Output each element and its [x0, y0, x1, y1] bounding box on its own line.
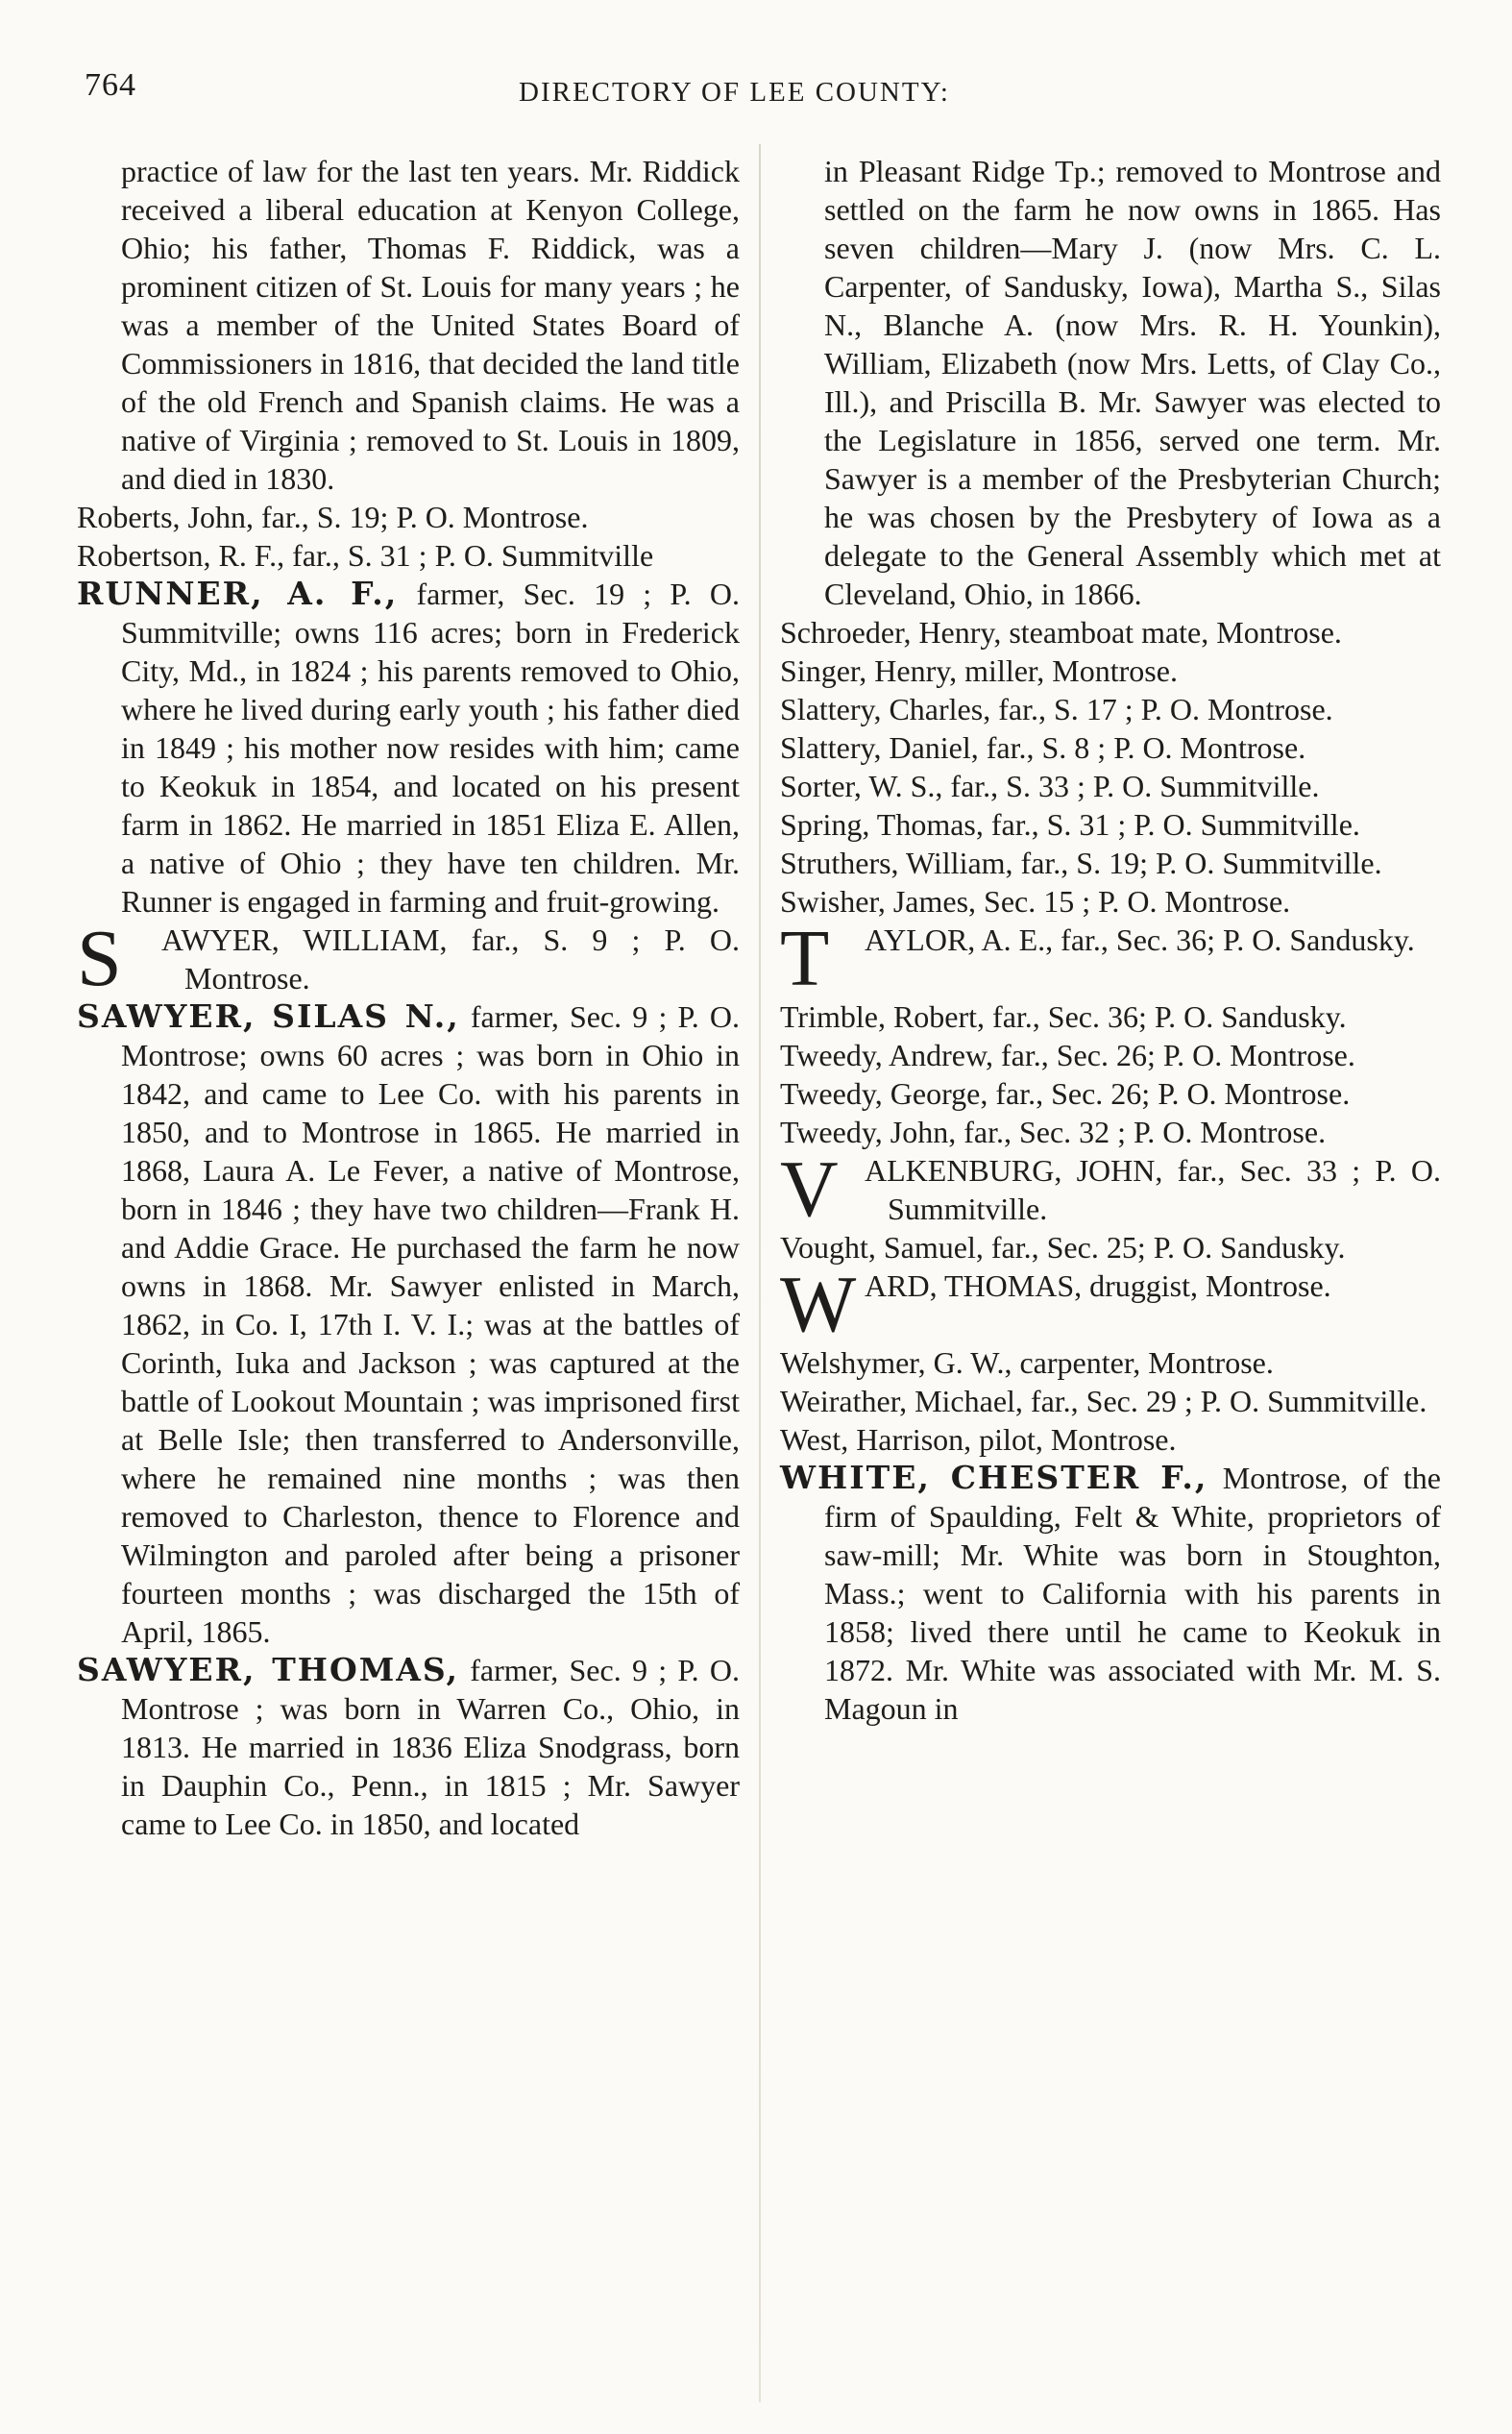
entry-singer: Singer, Henry, miller, Montrose.: [780, 653, 1178, 688]
entry-vought: Vought, Samuel, far., Sec. 25; P. O. Sandusky.: [780, 1230, 1346, 1265]
entry-tweedy-george: Tweedy, George, far., Sec. 26; P. O. Montrose.: [780, 1076, 1351, 1111]
entry-slattery-charles: Slattery, Charles, far., S. 17 ; P. O. Montrose.: [780, 692, 1333, 726]
right-column: [780, 152, 1441, 1728]
entry-valkenburg: [780, 1144, 1441, 1234]
entry-sawyer-william: [77, 914, 740, 1003]
entry-name-sawyer-thomas: SAWYER, THOMAS,: [77, 1651, 459, 1688]
entry-ward: [780, 1260, 1441, 1349]
entry-taylor: [780, 914, 1441, 1003]
entry-robertson: Robertson, R. F., far., S. 31 ; P. O. Summitville: [77, 538, 654, 573]
entry-text-sawyer-silas: farmer, Sec. 9 ; P. O. Montrose; owns 60 acres ; was born in Ohio in 1842, and came to Lee Co. with his parents in 1850, and to Montrose in 1865. He married in 1868, Laura A. Le Fever, a native of Montrose, born in 1846 ; they have two children—Frank H. and Addie Grace. He purchased the farm he now owns in 1868. Mr. Sawyer enlisted in March, 1862, in Co. I, 17th I. V. I.; was at the battles of Corinth, Iuka and Jackson ; was captured at the battle of Lookout Mountain ; was imprisoned first at Belle Isle; then transferred to Andersonville, where he remained nine months ; was then removed to Charleston, thence to Florence and Wilmington and paroled after being a prisoner fourteen months ; was discharged the 15th of April, 1865.: [121, 999, 740, 1649]
entry-name-white: WHITE, CHESTER F.,: [780, 1459, 1208, 1496]
entry-west: West, Harrison, pilot, Montrose.: [780, 1422, 1177, 1457]
entry-spring: Spring, Thomas, far., S. 31 ; P. O. Summitville.: [780, 807, 1360, 842]
entry-text-white: Montrose, of the firm of Spaulding, Felt & White, proprietors of saw-mill; Mr. White was born in Stoughton, Mass.; went to California with his parents in 1858; lived there until he came to Keokuk in 1872. Mr. White was associated with Mr. M. S. Magoun in: [824, 1461, 1441, 1726]
entry-schroeder: Schroeder, Henry, steamboat mate, Montrose.: [780, 615, 1342, 650]
entry-trimble: Trimble, Robert, far., Sec. 36; P. O. Sandusky.: [780, 999, 1347, 1034]
entry-weirather: Weirather, Michael, far., Sec. 29 ; P. O. Summitville.: [780, 1384, 1427, 1418]
entry-tweedy-andrew: Tweedy, Andrew, far., Sec. 26; P. O. Montrose.: [780, 1038, 1355, 1072]
running-head: [0, 67, 1512, 115]
entry-text-valkenburg: ALKENBURG, JOHN, far., Sec. 33 ; P. O. Summitville.: [865, 1153, 1441, 1226]
entry-name-sawyer-silas: SAWYER, SILAS N.,: [77, 997, 460, 1035]
drop-cap-s: S: [77, 914, 122, 1003]
entry-sorter: Sorter, W. S., far., S. 33 ; P. O. Summitville.: [780, 769, 1320, 803]
page-number: 764: [85, 67, 136, 103]
entry-struthers: Struthers, William, far., S. 19; P. O. Summitville.: [780, 846, 1382, 880]
entry-welshymer: Welshymer, G. W., carpenter, Montrose.: [780, 1345, 1274, 1380]
entry-slattery-daniel: Slattery, Daniel, far., S. 8 ; P. O. Montrose.: [780, 730, 1306, 765]
entry-text-runner: farmer, Sec. 19 ; P. O. Summitville; owns 116 acres; born in Frederick City, Md., in 1824 ; his parents removed to Ohio, where he lived during early youth ; his father died in 1849 ; his mother now resides with him; came to Keokuk in 1854, and located on his present farm in 1862. He married in 1851 Eliza E. Allen, a native of Ohio ; they have ten children. Mr. Runner is engaged in farming and fruit-growing.: [121, 577, 741, 919]
entry-text-sawyer-thomas: farmer, Sec. 9 ; P. O. Montrose ; was born in Warren Co., Ohio, in 1813. He married in 1836 Eliza Snodgrass, born in Dauphin Co., Penn., in 1815 ; Mr. Sawyer came to Lee Co. in 1850, and located: [121, 1653, 741, 1841]
drop-cap-v: V: [780, 1144, 839, 1234]
entry-text-ward: ARD, THOMAS, druggist, Montrose.: [865, 1268, 1331, 1303]
entry-riddick-continued: practice of law for the last ten years. Mr. Riddick received a liberal education at Kenyon College, Ohio; his father, Thomas F. Riddick, was a prominent citizen of St. Louis for many years ; he was a member of the United States Board of Commissioners in 1816, that decided the land title of the old French and Spanish claims. He was a native of Virginia ; removed to St. Louis in 1809, and died in 1830.: [121, 154, 740, 496]
left-column: [77, 152, 740, 1843]
drop-cap-w: W: [780, 1260, 857, 1349]
entry-roberts: Roberts, John, far., S. 19; P. O. Montrose.: [77, 500, 589, 534]
entry-text-sawyer-william: AWYER, WILLIAM, far., S. 9 ; P. O. Montrose.: [161, 922, 740, 996]
entry-sawyer-silas: [77, 997, 740, 1651]
entry-white: [780, 1459, 1441, 1728]
column-divider: [759, 144, 761, 2402]
entry-runner: [77, 575, 740, 921]
entry-tweedy-john: Tweedy, John, far., Sec. 32 ; P. O. Montrose.: [780, 1115, 1327, 1149]
entry-text-taylor: AYLOR, A. E., far., Sec. 36; P. O. Sandusky.: [865, 922, 1415, 957]
entry-sawyer-thomas: [77, 1651, 740, 1843]
drop-cap-t: T: [780, 914, 830, 1003]
entry-sawyer-thomas-continued: in Pleasant Ridge Tp.; removed to Montrose and settled on the farm he now owns in 1865. Has seven children—Mary J. (now Mrs. C. L. Carpenter, of Sandusky, Iowa), Martha S., Silas N., Blanche A. (now Mrs. R. H. Younkin), William, Elizabeth (now Mrs. Letts, of Clay Co., Ill.), and Priscilla B. Mr. Sawyer was elected to the Legislature in 1856, served one term. Mr. Sawyer is a member of the Presbyterian Church; he was chosen by the Presbytery of Iowa as a delegate to the General Assembly which met at Cleveland, Ohio, in 1866.: [824, 154, 1441, 611]
page-header-title: DIRECTORY OF LEE COUNTY:: [519, 77, 950, 108]
entry-swisher: Swisher, James, Sec. 15 ; P. O. Montrose.: [780, 884, 1291, 919]
entry-name-runner: RUNNER, A. F.,: [77, 575, 399, 612]
